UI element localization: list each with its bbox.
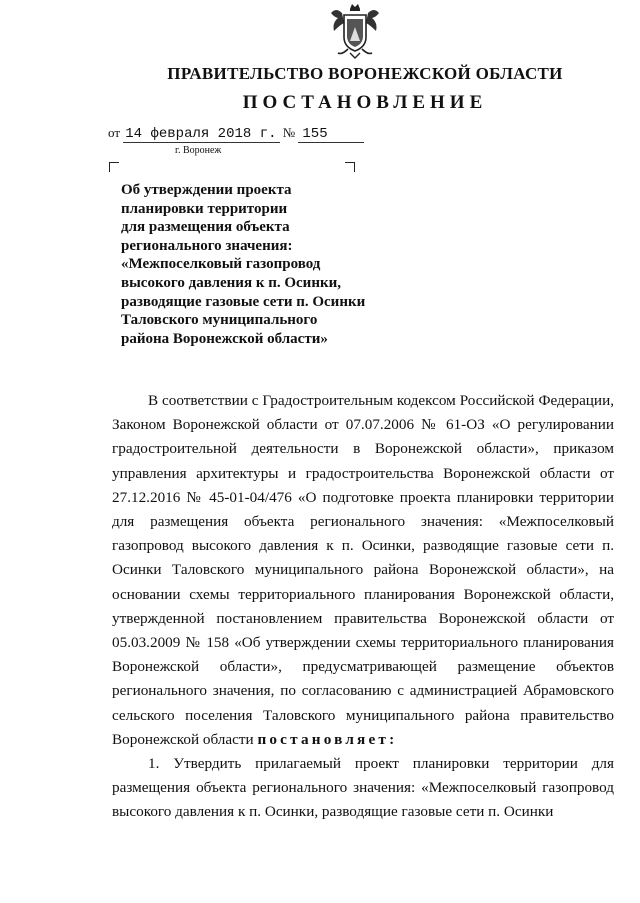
- date-number-line: [108, 125, 364, 143]
- preamble-text: В соответствии с Градостроительным кодексом Российской Федерации, Законом Воронежской области от 07.07.2006 № 61-ОЗ «О регулировании градостроительной деятельности в Воронежской области», приказом управления архитектуры и градостроительства Воронежской области от 27.12.2016 № 45-01-04/476 «О подготовке проекта планировки территории для размещения объекта регионального значения: «Межпоселковый газопровод высокого давления к п. Осинки, разводящие газовые сети п. Осинки Таловского муниципального района Воронежской области», на основании схемы территориального планирования Воронежской области, утвержденной постановлением правительства Воронежской области от 05.03.2009 № 158 «Об утверждении схемы территориального планирования Воронежской области», предусматривающей размещение объектов регионального значения, по согласованию с администрацией Абрамовского сельского поселения Таловского муниципального района правительство Воронежской области: [112, 392, 614, 748]
- subject-heading: Об утверждении проекта планировки территории для размещения объекта регионального значения: «Межпоселковый газопровод высокого давления к п. Осинки, разводящие газовые сети п. Осинки Таловского муниципального района Воронежской области»: [121, 182, 366, 347]
- right-bracket-mark: [345, 162, 355, 172]
- left-bracket-mark: [109, 162, 119, 172]
- number-field: 155: [298, 126, 364, 143]
- number-prefix: №: [282, 125, 296, 140]
- item-1-paragraph: 1. Утвердить прилагаемый проект планировки территории для размещения объекта регионального значения: «Межпоселковый газопровод высокого давления к п. Осинки, разводящие газовые сети п. Осинки: [112, 755, 614, 821]
- document-body: [112, 389, 614, 825]
- coat-of-arms-icon: [328, 3, 382, 59]
- decree-word: постановляет:: [257, 730, 398, 748]
- date-field: 14 февраля 2018 г.: [123, 126, 279, 143]
- preamble-paragraph: [112, 389, 614, 752]
- government-title: ПРАВИТЕЛЬСТВО ВОРОНЕЖСКОЙ ОБЛАСТИ: [167, 64, 563, 83]
- date-prefix: от: [108, 125, 121, 140]
- city-label: г. Воронеж: [175, 145, 222, 156]
- document-type-title: ПОСТАНОВЛЕНИЕ: [242, 92, 488, 113]
